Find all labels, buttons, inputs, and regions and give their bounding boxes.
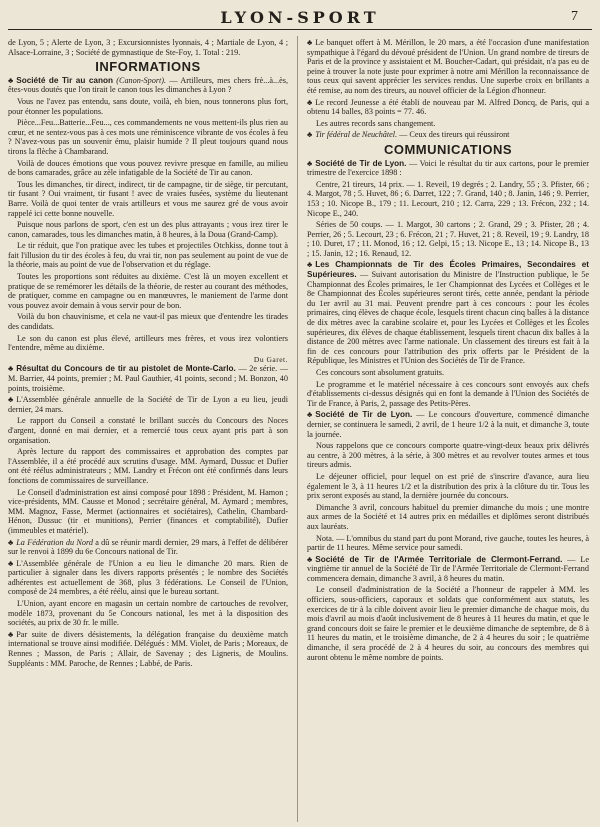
- paragraph: Ces concours sont absolument gratuits.: [316, 368, 445, 377]
- results-centre: Centre, 21 tireurs, 14 prix. — 1. Reveil, 19 degrés ; 2. Landry, 55 ; 3. Pfister, 66 ; 4. Margot, 78 ; 5. Huvet, 86 ; 6. Darret, 122 ; 7. Grand, 140 ; 8. Janin, 146 ; 9. Perrier, 153 ; 10. Nicope B., 179 ; 11. Lecourt, 210 ; 12. Carra, 229 ; 13. Frécon, 232 ; 14. Nicope E., 240.: [307, 179, 589, 218]
- jeunesse-article-text: Le record Jeunesse a été établi de nouveau par M. Alfred Doncq, de Paris, qui a obtenu 14 balles, 83 points = 77. 46.: [307, 97, 589, 117]
- armee-article: [307, 555, 589, 584]
- jeunesse-article: [307, 98, 589, 117]
- lyon-ouverture-article: [307, 410, 589, 439]
- paragraph: Après lecture du rapport des commissaires et approbation des comptes par l'Assemblée, il a été procédé aux scrutins d'usage. MM. Aymard, Dussuc et Dufier ont été réélus administrateurs ; MM. Landry et Frécon ont été confirmés dans leurs fonctions de commissaires de surveillance.: [8, 447, 288, 485]
- union-article-text: L'Assemblée générale de l'Union a eu lieu le dimanche 20 mars. Rien de particulier à signaler dans les divers rapports présentés ; le nombre des Sociétés adhérentes est actuellement de 368, plus 3 fédérations. Le Conseil de l'Union, composé de 24 membres, a été réélu, ainsi que le bureau sortant.: [8, 558, 288, 597]
- lyon-ouverture-text: — Le concours d'ouverture, commencé dimanche dernier, se continuera le samedi, 2 avril, de 1 heure 1/2 à la nuit, et dimanche 3, toute la journée.: [307, 410, 589, 439]
- armee-text: — Le vingtième tir annuel de la Société de Tir de l'Armée Territoriale de Clermont-Ferrand commencera demain, dimanche 3 avril, à 8 heures du matin.: [307, 554, 589, 583]
- masthead-title: LYON-SPORT: [220, 8, 380, 27]
- banquet-article: [307, 38, 589, 96]
- paragraph: Vous ne l'avez pas entendu, sans doute, voilà, eh bien, nous tonnerons plus fort, pour étonner les populations.: [8, 96, 288, 116]
- banquet-article-text: Le banquet offert à M. Mérillon, le 20 mars, a été l'occasion d'une manifestation sympathique à l'égard du dévoué président de l'Union. Un grand nombre de tireurs de Paris et de la province y assistaient et M. Boucher-Cadart, qui présidait, n'a pas eu de peine à trouver la note juste pour exprimer à notre ami Mérillon la reconnaissance de tous ceux qui savent apprécier les services rendus. Une superbe croix en brillants a été remise, au nom des tireurs, au nouvel officier de la Légion d'honneur.: [307, 38, 589, 95]
- paragraph: Voilà de douces émotions que vous pouvez revivre presque en famille, au milieu de bons camarades, grâce au zèle infatigable de la Société de Tir au canon.: [8, 158, 288, 178]
- assemblee-article: [8, 395, 288, 414]
- lyon-ouverture-title: Société de Tir de Lyon.: [315, 410, 413, 420]
- championnats-article: [307, 260, 589, 366]
- fleuron-icon: ♣: [307, 97, 313, 107]
- lyon-results-text: — Voici le résultat du tir aux cartons, pour le premier trimestre de l'exercice 1898 :: [307, 158, 589, 178]
- paragraph: Nous rappelons que ce concours comporte quatre-vingt-deux beaux prix délivrés au centre, à 200 mètres, à la série, à 300 mètres et au revolver toutes armes et tous tireurs admis.: [307, 441, 589, 470]
- federation-article: [8, 538, 288, 557]
- fleuron-icon: ♣: [8, 558, 14, 568]
- paragraph: Les autres records sans changement.: [316, 118, 436, 128]
- canon-article-title: Société de Tir au canon: [16, 75, 113, 85]
- fleuron-icon: ♣: [8, 395, 14, 405]
- right-column: [307, 38, 589, 822]
- paragraph: Le conseil d'administration de la Société a l'honneur de rappeler à MM. les officiers, sous-officiers, caporaux et soldats que conformément aux statuts, les exercices de tir à la cible doivent avoir lieu le premier dimanche de chaque mois, du mois d'avril au mois d'août inclusivement de 8 heures à 11 heures du matin, et que le grand concours doit se faire le premier et le deuxième dimanche de septembre, de 8 à 11 heures du matin, et le troisième dimanche, de 2 à 4 heures du soir ; le quatrième dimanche, il sera procédé de 2 à 4 heures du soir, au concours des membres qui auront obtenu le même nombre de points.: [307, 585, 589, 662]
- fleuron-icon: ♣: [307, 260, 313, 270]
- page-number: 7: [571, 9, 578, 24]
- match-article-text: Par suite de divers désistements, la délégation française du deuxième match international se trouve ainsi modifiée. Délégués : MM. Violet, de Paris ; Moreaux, de Rennes ; Masson, de Paris ; Allair, de Savenay ; des Ligneris, de Moulins. Suppléants : MM. Paroche, de Rennes ; Labbé, de Paris.: [8, 629, 288, 668]
- paragraph: Dimanche 3 avril, concours habituel du premier dimanche du mois ; une montre aux armes de la Société et 14 autres prix en médailles et diplômes seront distribués aux lauréats.: [307, 502, 589, 531]
- fleuron-icon: ♣: [8, 537, 14, 547]
- paragraph: Le son du canon est plus élevé, artilleurs mes frères, et vous irez volontiers l'entendre, même au dixième.: [8, 333, 288, 353]
- federation-article-text: a dû se réunir mardi dernier, 29 mars, à l'effet de délibérer sur le renvoi à 1899 du 6e Concours national de Tir.: [8, 537, 288, 557]
- lyon-results-title: Société de Tir de Lyon.: [315, 158, 407, 168]
- paragraph: Voilà du bon chauvinisme, et cela ne vaut-il pas mieux que d'entendre les tirades des candidats.: [8, 312, 288, 332]
- championnats-title: Les Championnats de Tir des Écoles Primaires, Secondaires et Supérieures.: [307, 260, 589, 280]
- neuchatel-article: [307, 130, 589, 140]
- paragraph: Toutes les proportions sont réduites au dixième. C'est là un moyen excellent et pratique de se remémorer les détails de la théorie, de rester au courant des méthodes, de pratiquer, comme en campagne ou en manœuvres, le maniement de l'arme dont vous pouvez avoir demain à vous servir pour de bon.: [8, 272, 288, 310]
- continued-results: de Lyon, 5 ; Alerte de Lyon, 3 ; Excursionnistes lyonnais, 4 ; Martiale de Lyon, 4 ; Alsace-Lorraine, 3 ; Société de gymnastique de Ste-Foy, 1. Total : 219.: [8, 38, 288, 57]
- paragraph: Le déjeuner officiel, pour lequel on est prié de s'inscrire d'avance, aura lieu également le 3, à 11 heures 1/2 et la distribution des prix à la clôture du tir. Tous les prix seront exposés au stand, la dernière journée du concours.: [307, 471, 589, 501]
- federation-article-title: La Fédération du Nord: [16, 537, 93, 547]
- paragraph: Le programme et le matériel nécessaire à ces concours sont envoyés aux chefs d'établissements ci-dessus désignés qui en font la demande à l'Union des Sociétés de Tir de France, à Paris, 2, passage des Petits-Pères.: [307, 379, 589, 408]
- communications-heading: COMMUNICATIONS: [383, 141, 513, 157]
- canon-article-text: — Artilleurs, mes chers frè...à...ès, êtes-vous doutés que l'on tirait le canon tous les dimanches à Lyon ?: [8, 75, 288, 95]
- fleuron-icon: ♣: [307, 38, 313, 47]
- paragraph: Le tir réduit, que l'on pratique avec les tubes et projectiles Otchkiss, donne tout à fait l'illusion du tir des écoles à feu, du vrai tir, non pas seulement au point de vue de la théorie, mais au point de vue de l'observation et du réglage.: [8, 241, 288, 270]
- canon-article-title-italic: (Canon-Sport).: [116, 75, 167, 85]
- neuchatel-article-title: Tir fédéral de Neuchâtel.: [315, 130, 398, 140]
- article-signature: Du Garet.: [253, 354, 288, 364]
- pistolet-article-title: Résultat du Concours de tir au pistolet de Monte-Carlo.: [16, 364, 236, 374]
- paragraph: Le rapport du Conseil a constaté le brillant succès du Concours des Noces d'argent, donné en mai dernier, et a remercié tous ceux ayant pris part à son organisation.: [8, 416, 288, 445]
- fleuron-icon: ♣: [8, 629, 14, 639]
- fleuron-icon: ♣: [8, 364, 14, 374]
- fleuron-icon: ♣: [307, 130, 313, 140]
- page-header: [0, 8, 600, 30]
- paragraph: Puisque nous parlons de sport, c'en est un des plus attrayants ; vous irez tirer le canon, camarades, tous les dimanches matin, à 8 heures, à la Doua (Grand-Camp).: [8, 220, 288, 239]
- fleuron-icon: ♣: [307, 410, 313, 420]
- lyon-results-article: [307, 159, 589, 178]
- fleuron-icon: ♣: [307, 554, 313, 564]
- paragraph: Tous les dimanches, tir direct, indirect, tir de campagne, tir de siège, tir percutant, tir fusant ? Oui vraiment, tir fusant ! avec de vraies fusées, système du lieutenant Barre. Voilà de quoi tenter de vrais artilleurs et vous me saurez gré de vous avoir rappelé ici cette bonne nouvelle.: [8, 179, 288, 218]
- armee-title: Société de Tir de l'Armée Territoriale de Clermont-Ferrand.: [315, 554, 563, 564]
- championnats-text: — Suivant autorisation du Ministre de l'Instruction publique, le 5e Championnat des Écoles primaires, le 1er Championnat des Lycées et Collèges et le 8e Championnat des Écoles supérieures seront tirés, cette année, pendant la période du 1er avril au 31 mai. Peuvent prendre part à ces concours : pour les écoles primaires, cinq élèves de chaque école, lesquels tirent chacun cinq balles à la distance de dix mètres avec la carabine scolaire et, pour les Lycées et Collèges et les Écoles supérieures, dix élèves de chaque établissement, lesquels tirent chacun dix balles à la distance de 200 mètres avec l'arme nationale. Un classement des tireurs est fait à la fin de ces concours pour l'attribution des prix offerts par le Président de la République, les Ministres et l'Union des Sociétés de Tir de France.: [307, 270, 589, 366]
- column-divider: [297, 36, 298, 822]
- assemblee-article-text: L'Assemblée générale annuelle de la Société de Tir de Lyon a eu lieu, jeudi dernier, 24 mars.: [8, 395, 288, 414]
- neuchatel-article-text: — Ceux des tireurs qui réussiront: [399, 130, 510, 140]
- paragraph: Pièce...Feu...Batterie...Feu..., ces commandements ne vous mettent-ils plus rien au cœur, et ne sentez-vous pas à ces mots une réminiscence vibrante de vos écoles à feu ? N'avez-vous pas un souvenir ému, plaisir humide ? Il pleut toujours quand nous tirons la flèche à Chambarand.: [8, 118, 288, 156]
- pistolet-article: [8, 364, 288, 393]
- informations-heading: INFORMATIONS: [95, 59, 201, 75]
- fleuron-icon: ♣: [307, 158, 313, 168]
- canon-article-lead: [8, 76, 288, 95]
- union-article: [8, 559, 288, 597]
- left-column: [8, 38, 288, 822]
- fleuron-icon: ♣: [8, 75, 14, 85]
- nota-paragraph: Nota. — L'omnibus du stand part du pont Morand, rive gauche, toutes les heures, à partir de 11 heures. Même service pour samedi.: [307, 533, 589, 553]
- results-series: Séries de 50 coups. — 1. Margot, 30 cartons ; 2. Grand, 29 ; 3. Pfister, 28 ; 4. Perrier, 26 ; 5. Lecourt, 23 ; 6. Frécon, 21 ; 7. Huvet, 21 ; 8. Reveil, 19 ; 9. Landry, 18 ; 10. Duret, 17 ; 11. Monod, 16 ; 12. Gelpi, 15 ; 13. Nicope E., 13 ; 14. Nicope B., 13 ; 15. Janin, 12 ; 16. Renaud, 12.: [307, 220, 589, 258]
- pistolet-article-text: — 2e série. — M. Barrier, 44 points, premier ; M. Paul Gauthier, 41 points, second ; M. Bonzon, 40 points, troisième.: [8, 364, 288, 393]
- paragraph: Le Conseil d'administration est ainsi composé pour 1898 : Président, M. Hamon ; vice-présidents, MM. Causse et Monod ; secrétaire général, M. Aymard ; membres, MM. Magnoz, Fasse, Mermet (actionnaires et sociétaires), Cathelin, Chambard-Hénon, Dussuc (tir et munitions), Perrier (finances et comptabilité), Dufier (immeubles et matériel).: [8, 487, 288, 535]
- match-article: [8, 630, 288, 668]
- header-rule: [8, 29, 592, 30]
- paragraph: L'Union, ayant encore en magasin un certain nombre de cartouches de revolver, modèle 1873, provenant du 5e Concours national, les met à la disposition des sociétés, au prix de 30 fr. le mille.: [8, 599, 288, 628]
